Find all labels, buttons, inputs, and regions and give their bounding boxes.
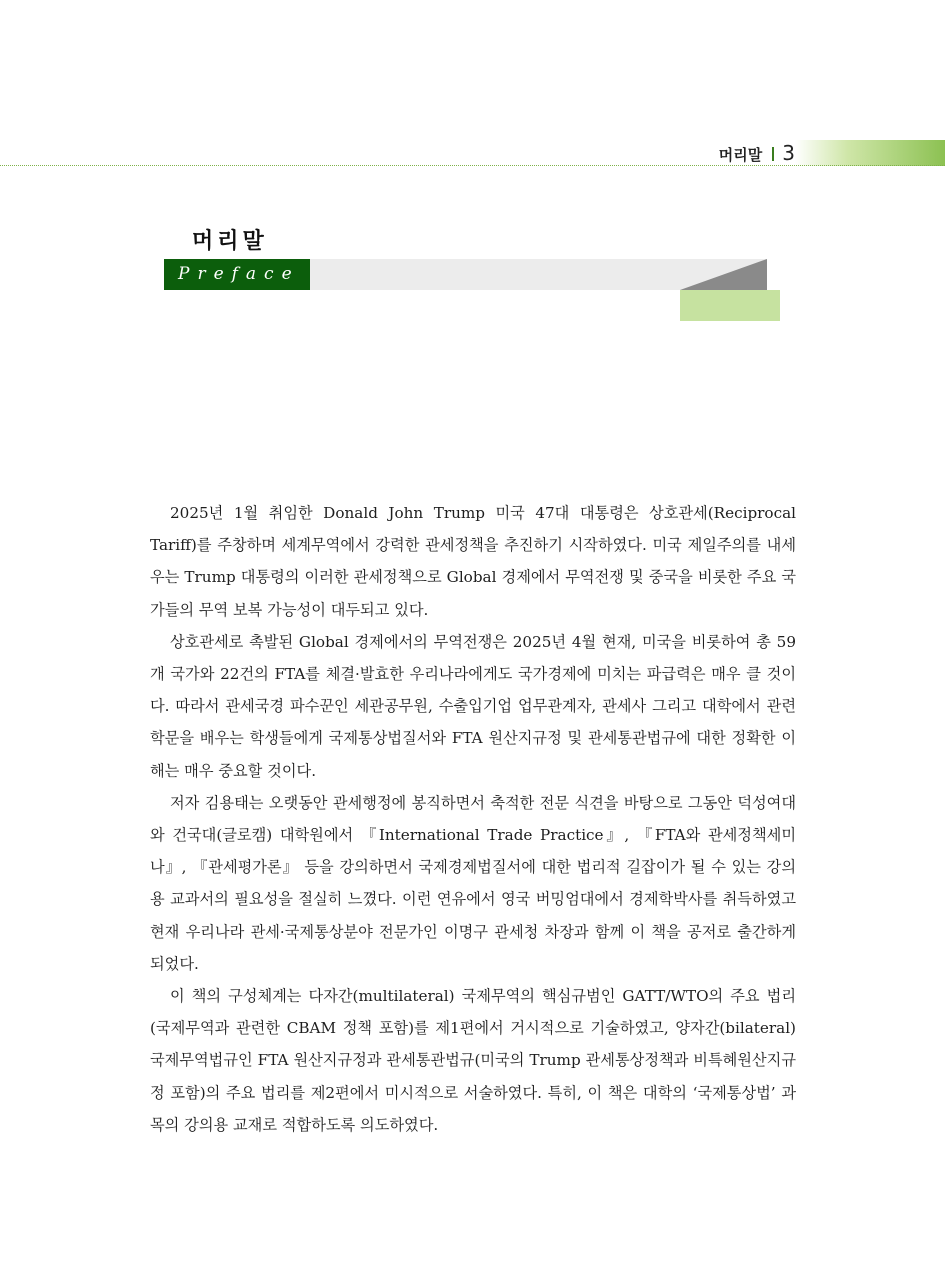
paragraph-1: 2025년 1월 취임한 Donald John Trump 미국 47대 대통령은 상호관세(Reciprocal Tariff)를 주창하며 세계무역에서 강력한 관세정책을 추진하기 시작하였다. 미국 제일주의를 내세우는 Trump 대통령의 이러한 관세정책으로 Global 경제에서 무역전쟁 및 중국을 비롯한 주요 국가들의 무역 보복 가능성이 대두되고 있다. bbox=[150, 504, 796, 619]
paragraph-3: 저자 김용태는 오랫동안 관세행정에 봉직하면서 축적한 전문 식견을 바탕으로 그동안 덕성여대와 건국대(글로캠) 대학원에서 『International Trade Practice』, 『FTA와 관세정책세미나』, 『관세평가론』 등을 강의하면서 국제경제법질서에 대한 법리적 길잡이가 될 수 있는 강의용 교과서의 필요성을 절실히 느꼈다. 이런 연유에서 영국 버밍엄대에서 경제학박사를 취득하였고 현재 우리나라 관세·국제통상분야 전문가인 이명구 관세청 차장과 함께 이 책을 공저로 출간하게 되었다. bbox=[150, 793, 796, 973]
header-green-band bbox=[795, 140, 945, 166]
running-header-section: 머리말 bbox=[718, 146, 763, 164]
preface-banner: Preface bbox=[164, 259, 310, 290]
chapter-title: 머리말 bbox=[192, 229, 268, 254]
chapter-triangle-decoration bbox=[680, 259, 767, 290]
paragraph-2: 상호관세로 촉발된 Global 경제에서의 무역전쟁은 2025년 4월 현재, 미국을 비롯하여 총 59개 국가와 22건의 FTA를 체결·발효한 우리나라에게도 국가경제에 미치는 파급력은 매우 클 것이다. 따라서 관세국경 파수꾼인 세관공무원, 수출입기업 업무관계자, 관세사 그리고 대학에서 관련 학문을 배우는 학생들에게 국제통상법질서와 FTA 원산지규정 및 관세통관법규에 대한 정확한 이해는 매우 중요할 것이다. bbox=[150, 632, 796, 780]
page-number: 3 bbox=[782, 141, 795, 165]
paragraph-4: 이 책의 구성체계는 다자간(multilateral) 국제무역의 핵심규범인 GATT/WTO의 주요 법리(국제무역과 관련한 CBAM 정책 포함)를 제1편에서 거시적으로 기술하였고, 양자간(bilateral) 국제무역법규인 FTA 원산지규정과 관세통관법규(미국의 Trump 관세통상정책과 비특혜원산지규정 포함)의 주요 법리를 제2편에서 미시적으로 서술하였다. 특히, 이 책은 대학의 ‘국제통상법’ 과목의 강의용 교재로 적합하도록 의도하였다. bbox=[150, 987, 796, 1134]
chapter-green-box bbox=[680, 290, 780, 321]
body-text bbox=[150, 497, 796, 1141]
running-header bbox=[719, 142, 795, 164]
header-separator bbox=[772, 147, 774, 161]
header-dotted-rule bbox=[0, 165, 945, 166]
